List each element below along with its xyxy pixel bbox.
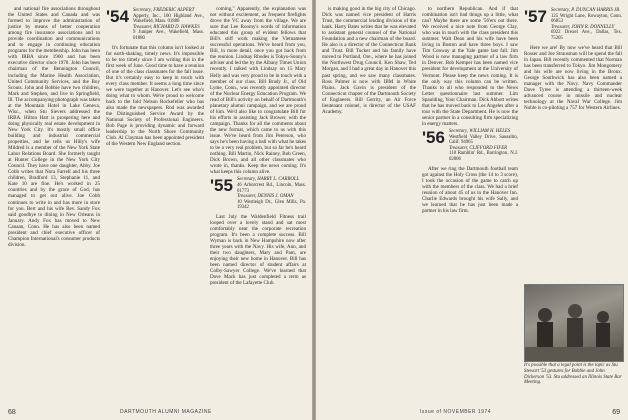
class-54-treasurer-address: 9 Juniper Ave., Wakefield, Mass. 01880 — [132, 30, 204, 41]
class-57-header — [524, 8, 622, 42]
class-57-treasurer-address: 6922 Drexel Ave., Dallas, Tex. 75205 — [550, 30, 622, 41]
left-page — [0, 0, 312, 420]
left-page-number: 68 — [8, 409, 16, 416]
class-57-info — [551, 8, 622, 42]
class-54-info — [133, 8, 204, 42]
class-55-header — [210, 177, 306, 211]
class-56-year: '56 — [422, 127, 445, 147]
class-54-text: It's fortunate that this column isn't looked at for earth-shaking, timely news. It's impossible to be too timely since I am writing this in the first week of June. Good time to have a reunion of one of the class classmates for the fall issue. But it's certainly easy to keep in touch with every class member. It seems a long time since we were together at Hanover. Let's see who's doing what to whom. We're proud to welcome back to the fold Nelson Rockefeller who has also made the newspapers. Rod was awarded the Distinguished Service Award by the National Society of Professional Engineers. Bob Page is providing dynamic and forward leadership to the North Shore Community Club. Al Clayman has been appointed president of the Western New England section. — [106, 44, 204, 148]
left-col1-text: and national fire associations throughout the United States and Canada and was formed to improve the administration of justice by means of better cooperation among fire insurance associations and to provide coordination and communications and to engage in continuing education programs for the membership. John has been with IRBA since 1960 and has been executive director since 1970. John has been chairman of the Bennington Council, including the Marine Health Association, United Community Services, and the Boy Scouts. John and Bobbie have two children, Mark and Stephen, and live in Springfield, Ill. The accompanying photograph was taken at the Mountain Hotel in Lake Geneva, Wisc., when Stu Sievers addressed the IRBA. Hilton Hart is prospering here and doing physically real estate development in New York City. It's mostly small office building and industrial commercial properties, and he tells us Hilly's wife Mildred is a member of the New York State Labor Relations Board. She formerly taught at Hunter College in the New York City Council. They have one daughter, Abby. Joe Cobb writes that Nora Farrell and his three children, Bradford 13, Stephanie 11, and Kate 10 are fine. He's worked in 25 countries and by the grace of God, has managed to get out alive. Joe Cobb continues to write in and has more in store for you. Bert and his wife Bev. Sandy Fox said goodbye to dining in New Orleans in January. Andy Fox has moved to New Canaan, Conn. He has also been named president and chief executive officer of Champion International's consumer products division. — [8, 6, 100, 248]
class-55-secretary-address: 46 Arborcrest Rd., Lincoln, Mass. 01773 — [236, 182, 306, 194]
class-55-treasurer: Treasurer, DENNIS J. OMAN — [236, 194, 294, 200]
right-column-2 — [422, 6, 518, 214]
class-54-secretary: Secretary, FREDERIC ALPERT — [132, 8, 195, 13]
right-column-3 — [524, 6, 622, 282]
right-column-1 — [322, 6, 416, 115]
class-54-secretary-address: Apperly, Inc., 100 Highland Ave., Wakefield, Mass. 01880 — [132, 13, 204, 25]
event-photo — [524, 284, 624, 362]
class-57-secretary-address: 125 Wright Lane, Rowayton, Conn. 06853 — [550, 13, 622, 25]
right-col1-text: is making good in the big city of Chicago. Dick was named vice president of Harris Trust, the commercial lending division of the bank. Harry Bates writes that he was elevated to assistant general counsel of the National Foundation and a new chairman of the board. He also is a director of the Connecticut Bank and Trust. Bill Tucker and his family have moved to Portland, Ore., where he has joined the Northwest Drug Council. Ken Shaw, Ted Morgan, and I had a great day in Hanover this past spring, and we saw many classmates. Ross Palmer is now with IBM in White Plains. Jack Gavin is president of the Connecticut chapter of the Dartmouth Society of Engineers. Bill Gerrity, an Air Force lieutenant colonel, is director of the USAF Academy. — [322, 6, 416, 115]
left-column-1 — [8, 6, 100, 248]
class-57-year: '57 — [524, 7, 547, 26]
class-55-secretary: Secretary, HARRY L. CARROLL — [236, 177, 300, 183]
right-page — [316, 0, 628, 420]
right-page-number: 69 — [612, 409, 620, 416]
right-page-footer: Issue of NOVEMBER 1974 — [420, 409, 492, 415]
left-page-footer: DARTMOUTH ALUMNI MAGAZINE — [120, 409, 212, 415]
class-56-secretary-address: Westfield Valley Drive, Sausalito, Calif. 94965 — [448, 134, 518, 146]
class-54-treasurer: Treasurer, RICHARD D. HAWKES — [132, 24, 200, 30]
right-col2-text: to northern Republican. And if that combination isn't bad things up a little, what can? Maybe there are some '56'ers out there. We received a nice note from George Clay, who was in touch with the class president this summer. Walt Dean and his wife have been living in Boston and have three boys. I saw Tim Conway at the Yale game last fall. Jim Wood is now managing partner of a law firm in Denver. Bob Kemper has been named vice president for development at the University of Vermont. Please keep the news coming. It is the only way this column can be written. Thanks to all who responded to the News Letter questionnaire last summer. Lim Spaulding, Your Chairman. Dick Abbott writes that he has moved back to Los Angeles after a tour with the State Department. He is now the senior partner in a consulting firm specializing in energy matters. — [422, 6, 518, 127]
class-57-secretary: Secretary, P. DUNCAN HARRIS JR. — [550, 8, 621, 13]
left-column-2 — [106, 6, 204, 147]
class-56-text: After we ring the Dartmouth football team got against the Holy Cross (the 14 to 3 score), I took the occasion of the game to catch up with the members of the class. We had a brief reunion of about 45 of us in the Hanover Inn. Charlie Edwards brought his wife Sally, and we learned that he has just been made a partner in his law firm. — [422, 165, 518, 214]
class-56-treasurer-address: 118 Ramblin' Rd., Barrington, N.J. 02806 — [448, 151, 518, 162]
class-55-text: Last July the Waldenfield Fitness trail looped over a lovely stand and sat most comfortably near the corporate recreation program. It's been a complete success. Bill Wyman is back in New Hampshire now after three years with the Navy. His wife, Ann, and their two daughters, Mary and Pam, are enjoying their new home in Hanover. Bill has been named director of student affairs at Colby-Sawyer College. We've learned that Dave Mack has just completed a term as president of the Lafayette Club. — [210, 213, 306, 287]
class-54-header — [106, 8, 204, 42]
class-55-treasurer-address: 10 Westleigh Dr., Glen Mills, Pa. 19342 — [236, 199, 306, 211]
class-55-year: '55 — [210, 176, 233, 196]
class-56-header — [422, 129, 518, 163]
class-56-treasurer: Treasurer, CLIFFORD FIFER — [448, 145, 508, 151]
class-54-year: '54 — [106, 7, 129, 26]
left-col2-text: coming," Apparently, the explanation was not without excitement, as frequent firefights drove the VC away from the village. We are sure that Lee Roomy's words of information educated this group of evident fellows that Bill's stiff work making the Vietnamese successful operations. We've heard from you, Bill, in more detail, once you got back from the reunion. Lindsay Rhodes is Tokyo-Sonny's adviser and led the by the Albany Times Union recently. I talked with Lindsay on 15 Mary Helly and was very proud to be in touch with a member of our class. Bill Brady Jr., of Old Lyme, Conn., was recently appointed director of the Nuclear Energy Education Program. We read of Bill's activity on behalf of Dartmouth's planetary alumni campaign, and we are proud of him. We'd also like to congratulate Bill for his efforts in assisting Jack Brower, with the campaign. Thanks for all the comments about the new format, which came to us with this issue. We've heard from Jim Peterson, who says he's been having a ball with what he takes to be a very real problem, but so far he's heard nothing. Bill Martin, Nick Rainey, Bob Green, Dick Brown, and all other classmates who wrote in, thanks. Keep the news coming. It's what keeps this column alive. — [210, 6, 306, 176]
class-55-info — [237, 177, 306, 211]
photo-figures-icon — [525, 285, 623, 361]
class-56-secretary: Secretary, WILLIAM H. HELES — [448, 128, 511, 134]
left-column-3 — [210, 6, 306, 286]
class-57-text: Here we are! By now we've heard that Bill Rosser and Joe Strausman will be spend the fall in Japan. Bill recently commented that Norman has been transferred to Tokyo. Jim Mongomery and his wife are now living in the Bronx. George Southwick has also been named a manager with the Navy. Navy Commander Dave Tyree is attending a thirteen-week advanced course in missile and nuclear technology at the Naval War College. Jim Noble is co-piloting a 757 for Western Airlines. — [524, 44, 622, 112]
class-56-info — [449, 129, 518, 163]
class-57-treasurer: Treasurer, JOHN R. DONNELLY — [550, 24, 615, 30]
photo-caption: It's possible that a legal point is the topic as Stu Stewart '53 gestures for Bobbie and John Dickerson '53. Stu addressed an Illinois State Bar Meeting. — [524, 363, 622, 386]
